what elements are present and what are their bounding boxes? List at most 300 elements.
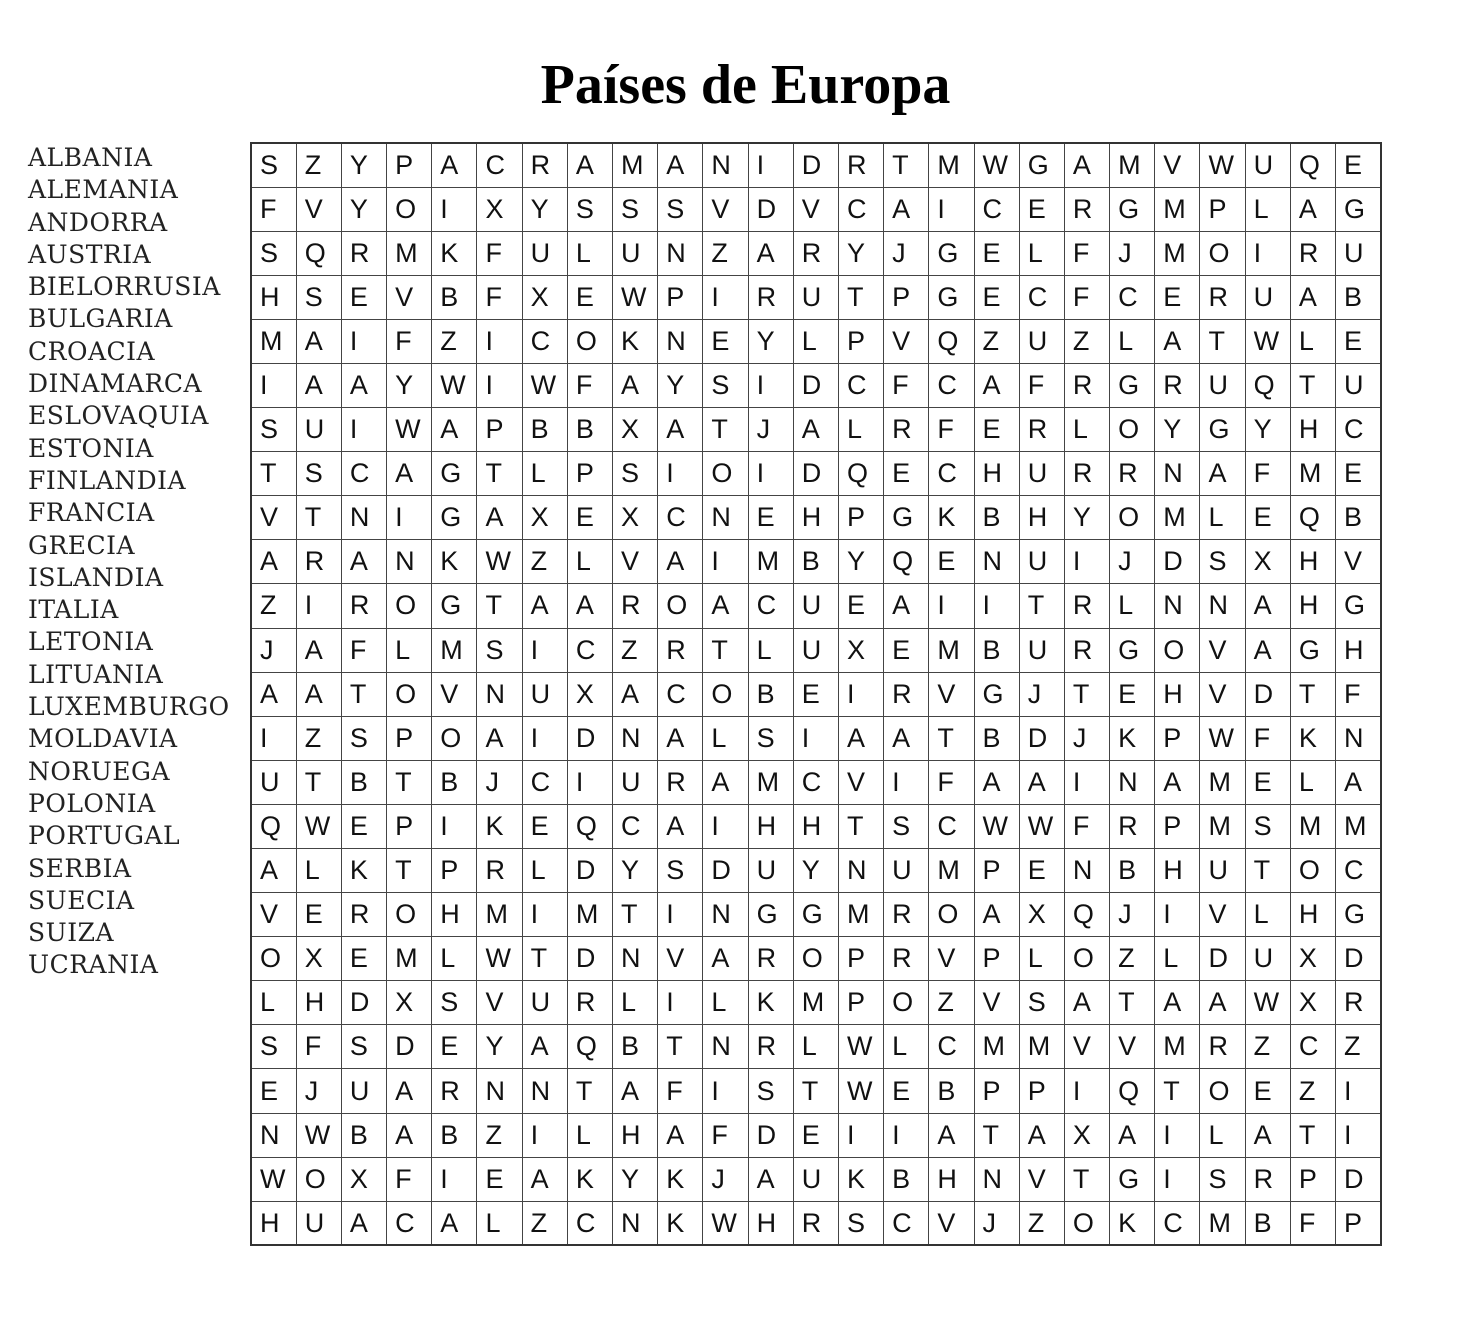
grid-cell[interactable]: I bbox=[432, 804, 477, 848]
grid-cell[interactable]: E bbox=[1336, 452, 1381, 496]
grid-cell[interactable]: K bbox=[432, 540, 477, 584]
grid-cell[interactable]: L bbox=[522, 452, 567, 496]
grid-cell[interactable]: U bbox=[296, 1201, 341, 1245]
grid-cell[interactable]: T bbox=[296, 760, 341, 804]
grid-cell[interactable]: T bbox=[1290, 363, 1335, 407]
grid-cell[interactable]: J bbox=[296, 1069, 341, 1113]
grid-cell[interactable]: A bbox=[613, 672, 658, 716]
grid-cell[interactable]: P bbox=[1019, 1069, 1064, 1113]
grid-cell[interactable]: P bbox=[838, 319, 883, 363]
grid-cell[interactable]: C bbox=[929, 804, 974, 848]
grid-cell[interactable]: M bbox=[1290, 804, 1335, 848]
grid-cell[interactable]: H bbox=[748, 804, 793, 848]
grid-cell[interactable]: A bbox=[522, 1157, 567, 1201]
grid-cell[interactable]: P bbox=[838, 981, 883, 1025]
grid-cell[interactable]: Y bbox=[341, 143, 386, 187]
grid-cell[interactable]: K bbox=[1110, 1201, 1155, 1245]
grid-cell[interactable]: R bbox=[1290, 231, 1335, 275]
grid-cell[interactable]: K bbox=[748, 981, 793, 1025]
grid-cell[interactable]: T bbox=[884, 143, 929, 187]
grid-cell[interactable]: A bbox=[1245, 584, 1290, 628]
grid-cell[interactable]: S bbox=[341, 1025, 386, 1069]
grid-cell[interactable]: C bbox=[884, 1201, 929, 1245]
grid-cell[interactable]: B bbox=[341, 1113, 386, 1157]
grid-cell[interactable]: T bbox=[341, 672, 386, 716]
grid-cell[interactable]: L bbox=[251, 981, 296, 1025]
grid-cell[interactable]: M bbox=[1155, 1025, 1200, 1069]
grid-cell[interactable]: F bbox=[884, 363, 929, 407]
grid-cell[interactable]: U bbox=[748, 849, 793, 893]
grid-cell[interactable]: D bbox=[1336, 937, 1381, 981]
grid-cell[interactable]: R bbox=[341, 584, 386, 628]
grid-cell[interactable]: M bbox=[748, 760, 793, 804]
grid-cell[interactable]: R bbox=[1110, 452, 1155, 496]
grid-cell[interactable]: P bbox=[974, 1069, 1019, 1113]
grid-cell[interactable]: I bbox=[838, 672, 883, 716]
grid-cell[interactable]: M bbox=[251, 319, 296, 363]
grid-cell[interactable]: M bbox=[929, 628, 974, 672]
grid-cell[interactable]: Z bbox=[522, 540, 567, 584]
grid-cell[interactable]: P bbox=[974, 937, 1019, 981]
grid-cell[interactable]: Z bbox=[613, 628, 658, 672]
grid-cell[interactable]: X bbox=[1245, 540, 1290, 584]
grid-cell[interactable]: N bbox=[613, 1201, 658, 1245]
grid-cell[interactable]: W bbox=[522, 363, 567, 407]
grid-cell[interactable]: F bbox=[929, 760, 974, 804]
grid-cell[interactable]: N bbox=[1110, 760, 1155, 804]
grid-cell[interactable]: N bbox=[658, 319, 703, 363]
grid-cell[interactable]: A bbox=[1064, 981, 1109, 1025]
grid-cell[interactable]: A bbox=[1245, 628, 1290, 672]
grid-cell[interactable]: S bbox=[1200, 540, 1245, 584]
grid-cell[interactable]: N bbox=[522, 1069, 567, 1113]
grid-cell[interactable]: Y bbox=[838, 540, 883, 584]
grid-cell[interactable]: C bbox=[1336, 408, 1381, 452]
grid-cell[interactable]: U bbox=[884, 849, 929, 893]
grid-cell[interactable]: G bbox=[1110, 187, 1155, 231]
grid-cell[interactable]: A bbox=[296, 628, 341, 672]
grid-cell[interactable]: A bbox=[748, 231, 793, 275]
grid-cell[interactable]: L bbox=[748, 628, 793, 672]
grid-cell[interactable]: I bbox=[477, 363, 522, 407]
grid-cell[interactable]: M bbox=[748, 540, 793, 584]
grid-cell[interactable]: M bbox=[1155, 231, 1200, 275]
grid-cell[interactable]: G bbox=[432, 496, 477, 540]
grid-cell[interactable]: B bbox=[1110, 849, 1155, 893]
grid-cell[interactable]: N bbox=[703, 1025, 748, 1069]
grid-cell[interactable]: A bbox=[1290, 187, 1335, 231]
grid-cell[interactable]: W bbox=[1200, 716, 1245, 760]
grid-cell[interactable]: L bbox=[884, 1025, 929, 1069]
grid-cell[interactable]: A bbox=[1064, 143, 1109, 187]
grid-cell[interactable]: Q bbox=[1290, 496, 1335, 540]
grid-cell[interactable]: S bbox=[748, 716, 793, 760]
grid-cell[interactable]: K bbox=[658, 1157, 703, 1201]
grid-cell[interactable]: O bbox=[658, 584, 703, 628]
grid-cell[interactable]: B bbox=[432, 1113, 477, 1157]
grid-cell[interactable]: R bbox=[1064, 628, 1109, 672]
grid-cell[interactable]: V bbox=[1200, 672, 1245, 716]
grid-cell[interactable]: F bbox=[1245, 452, 1290, 496]
grid-cell[interactable]: S bbox=[296, 452, 341, 496]
grid-cell[interactable]: W bbox=[477, 937, 522, 981]
grid-cell[interactable]: O bbox=[703, 452, 748, 496]
grid-cell[interactable]: E bbox=[1336, 319, 1381, 363]
grid-cell[interactable]: C bbox=[567, 628, 612, 672]
grid-cell[interactable]: R bbox=[748, 1025, 793, 1069]
grid-cell[interactable]: T bbox=[296, 496, 341, 540]
grid-cell[interactable]: K bbox=[658, 1201, 703, 1245]
grid-cell[interactable]: R bbox=[884, 893, 929, 937]
grid-cell[interactable]: O bbox=[432, 716, 477, 760]
grid-cell[interactable]: I bbox=[522, 893, 567, 937]
grid-cell[interactable]: T bbox=[703, 408, 748, 452]
grid-cell[interactable]: A bbox=[974, 363, 1019, 407]
grid-cell[interactable]: R bbox=[1064, 187, 1109, 231]
grid-cell[interactable]: C bbox=[522, 319, 567, 363]
grid-cell[interactable]: V bbox=[1110, 1025, 1155, 1069]
grid-cell[interactable]: H bbox=[793, 804, 838, 848]
grid-cell[interactable]: C bbox=[341, 452, 386, 496]
grid-cell[interactable]: H bbox=[1155, 672, 1200, 716]
grid-cell[interactable]: A bbox=[703, 937, 748, 981]
grid-cell[interactable]: O bbox=[387, 187, 432, 231]
grid-cell[interactable]: M bbox=[1200, 804, 1245, 848]
grid-cell[interactable]: W bbox=[387, 408, 432, 452]
grid-cell[interactable]: U bbox=[1245, 275, 1290, 319]
grid-cell[interactable]: G bbox=[1019, 143, 1064, 187]
grid-cell[interactable]: D bbox=[1336, 1157, 1381, 1201]
grid-cell[interactable]: T bbox=[1290, 1113, 1335, 1157]
grid-cell[interactable]: E bbox=[1019, 187, 1064, 231]
grid-cell[interactable]: M bbox=[477, 893, 522, 937]
grid-cell[interactable]: L bbox=[1155, 937, 1200, 981]
grid-cell[interactable]: Y bbox=[748, 319, 793, 363]
grid-cell[interactable]: N bbox=[658, 231, 703, 275]
grid-cell[interactable]: G bbox=[1336, 584, 1381, 628]
grid-cell[interactable]: E bbox=[522, 804, 567, 848]
grid-cell[interactable]: B bbox=[1336, 496, 1381, 540]
grid-cell[interactable]: R bbox=[748, 937, 793, 981]
grid-cell[interactable]: T bbox=[1200, 319, 1245, 363]
grid-cell[interactable]: V bbox=[703, 187, 748, 231]
grid-cell[interactable]: I bbox=[974, 584, 1019, 628]
grid-cell[interactable]: E bbox=[341, 937, 386, 981]
grid-cell[interactable]: J bbox=[703, 1157, 748, 1201]
grid-cell[interactable]: Y bbox=[838, 231, 883, 275]
grid-cell[interactable]: O bbox=[387, 584, 432, 628]
grid-cell[interactable]: Z bbox=[703, 231, 748, 275]
grid-cell[interactable]: L bbox=[1290, 319, 1335, 363]
grid-cell[interactable]: C bbox=[929, 363, 974, 407]
grid-cell[interactable]: B bbox=[974, 496, 1019, 540]
grid-cell[interactable]: N bbox=[251, 1113, 296, 1157]
grid-cell[interactable]: E bbox=[793, 672, 838, 716]
grid-cell[interactable]: C bbox=[1290, 1025, 1335, 1069]
grid-cell[interactable]: X bbox=[613, 408, 658, 452]
grid-cell[interactable]: F bbox=[1336, 672, 1381, 716]
grid-cell[interactable]: I bbox=[793, 716, 838, 760]
grid-cell[interactable]: I bbox=[703, 1069, 748, 1113]
grid-cell[interactable]: A bbox=[432, 1201, 477, 1245]
grid-cell[interactable]: A bbox=[477, 496, 522, 540]
grid-cell[interactable]: G bbox=[884, 496, 929, 540]
grid-cell[interactable]: S bbox=[1019, 981, 1064, 1025]
grid-cell[interactable]: D bbox=[748, 187, 793, 231]
grid-cell[interactable]: V bbox=[296, 187, 341, 231]
grid-cell[interactable]: O bbox=[1110, 408, 1155, 452]
grid-cell[interactable]: M bbox=[929, 849, 974, 893]
grid-cell[interactable]: G bbox=[1110, 628, 1155, 672]
grid-cell[interactable]: U bbox=[1019, 628, 1064, 672]
grid-cell[interactable]: L bbox=[1200, 1113, 1245, 1157]
grid-cell[interactable]: H bbox=[793, 496, 838, 540]
grid-cell[interactable]: W bbox=[838, 1069, 883, 1113]
grid-cell[interactable]: L bbox=[1019, 937, 1064, 981]
grid-cell[interactable]: A bbox=[251, 849, 296, 893]
grid-cell[interactable]: B bbox=[884, 1157, 929, 1201]
grid-cell[interactable]: A bbox=[658, 408, 703, 452]
grid-cell[interactable]: H bbox=[1290, 408, 1335, 452]
grid-cell[interactable]: Z bbox=[251, 584, 296, 628]
grid-cell[interactable]: E bbox=[477, 1157, 522, 1201]
grid-cell[interactable]: I bbox=[1155, 1157, 1200, 1201]
grid-cell[interactable]: Z bbox=[296, 143, 341, 187]
grid-cell[interactable]: E bbox=[793, 1113, 838, 1157]
grid-cell[interactable]: T bbox=[1110, 981, 1155, 1025]
grid-cell[interactable]: A bbox=[658, 540, 703, 584]
grid-cell[interactable]: C bbox=[658, 496, 703, 540]
grid-cell[interactable]: G bbox=[432, 584, 477, 628]
grid-cell[interactable]: A bbox=[432, 143, 477, 187]
grid-cell[interactable]: Z bbox=[1019, 1201, 1064, 1245]
grid-cell[interactable]: S bbox=[1200, 1157, 1245, 1201]
grid-cell[interactable]: W bbox=[613, 275, 658, 319]
grid-cell[interactable]: D bbox=[567, 716, 612, 760]
grid-cell[interactable]: V bbox=[477, 981, 522, 1025]
grid-cell[interactable]: L bbox=[1245, 893, 1290, 937]
grid-cell[interactable]: T bbox=[793, 1069, 838, 1113]
grid-cell[interactable]: R bbox=[1064, 363, 1109, 407]
grid-cell[interactable]: D bbox=[793, 143, 838, 187]
grid-cell[interactable]: I bbox=[1064, 760, 1109, 804]
grid-cell[interactable]: T bbox=[838, 804, 883, 848]
grid-cell[interactable]: G bbox=[1200, 408, 1245, 452]
grid-cell[interactable]: C bbox=[838, 363, 883, 407]
grid-cell[interactable]: R bbox=[1200, 275, 1245, 319]
grid-cell[interactable]: E bbox=[974, 231, 1019, 275]
grid-cell[interactable]: H bbox=[296, 981, 341, 1025]
grid-cell[interactable]: N bbox=[1155, 584, 1200, 628]
grid-cell[interactable]: T bbox=[477, 584, 522, 628]
grid-cell[interactable]: A bbox=[341, 363, 386, 407]
grid-cell[interactable]: I bbox=[1064, 1069, 1109, 1113]
grid-cell[interactable]: R bbox=[884, 937, 929, 981]
grid-cell[interactable]: K bbox=[567, 1157, 612, 1201]
grid-cell[interactable]: U bbox=[1336, 363, 1381, 407]
grid-cell[interactable]: X bbox=[522, 275, 567, 319]
grid-cell[interactable]: C bbox=[1019, 275, 1064, 319]
grid-cell[interactable]: E bbox=[974, 275, 1019, 319]
grid-cell[interactable]: R bbox=[567, 981, 612, 1025]
grid-cell[interactable]: T bbox=[1019, 584, 1064, 628]
grid-cell[interactable]: F bbox=[251, 187, 296, 231]
grid-cell[interactable]: Y bbox=[613, 1157, 658, 1201]
grid-cell[interactable]: I bbox=[929, 584, 974, 628]
grid-cell[interactable]: B bbox=[522, 408, 567, 452]
grid-cell[interactable]: L bbox=[567, 1113, 612, 1157]
grid-cell[interactable]: K bbox=[432, 231, 477, 275]
grid-cell[interactable]: A bbox=[974, 893, 1019, 937]
grid-cell[interactable]: N bbox=[613, 716, 658, 760]
grid-cell[interactable]: T bbox=[974, 1113, 1019, 1157]
grid-cell[interactable]: N bbox=[703, 496, 748, 540]
grid-cell[interactable]: R bbox=[1245, 1157, 1290, 1201]
grid-cell[interactable]: M bbox=[613, 143, 658, 187]
grid-cell[interactable]: N bbox=[703, 143, 748, 187]
grid-cell[interactable]: T bbox=[1064, 1157, 1109, 1201]
grid-cell[interactable]: T bbox=[251, 452, 296, 496]
grid-cell[interactable]: T bbox=[1290, 672, 1335, 716]
grid-cell[interactable]: W bbox=[838, 1025, 883, 1069]
grid-cell[interactable]: I bbox=[522, 716, 567, 760]
grid-cell[interactable]: Y bbox=[387, 363, 432, 407]
grid-cell[interactable]: E bbox=[296, 893, 341, 937]
grid-cell[interactable]: I bbox=[703, 275, 748, 319]
grid-cell[interactable]: B bbox=[432, 275, 477, 319]
grid-cell[interactable]: K bbox=[838, 1157, 883, 1201]
grid-cell[interactable]: R bbox=[341, 231, 386, 275]
grid-cell[interactable]: A bbox=[658, 804, 703, 848]
grid-cell[interactable]: P bbox=[1155, 716, 1200, 760]
grid-cell[interactable]: H bbox=[1290, 893, 1335, 937]
grid-cell[interactable]: V bbox=[251, 893, 296, 937]
grid-cell[interactable]: W bbox=[477, 540, 522, 584]
grid-cell[interactable]: Q bbox=[1245, 363, 1290, 407]
grid-cell[interactable]: L bbox=[1290, 760, 1335, 804]
grid-cell[interactable]: M bbox=[838, 893, 883, 937]
grid-cell[interactable]: A bbox=[387, 452, 432, 496]
grid-cell[interactable]: P bbox=[477, 408, 522, 452]
grid-cell[interactable]: Z bbox=[296, 716, 341, 760]
grid-cell[interactable]: K bbox=[341, 849, 386, 893]
grid-cell[interactable]: I bbox=[522, 628, 567, 672]
grid-cell[interactable]: G bbox=[432, 452, 477, 496]
grid-cell[interactable]: E bbox=[748, 496, 793, 540]
grid-cell[interactable]: N bbox=[387, 540, 432, 584]
grid-cell[interactable]: E bbox=[1245, 760, 1290, 804]
grid-cell[interactable]: J bbox=[1110, 231, 1155, 275]
grid-cell[interactable]: R bbox=[613, 584, 658, 628]
grid-cell[interactable]: R bbox=[748, 275, 793, 319]
grid-cell[interactable]: A bbox=[703, 760, 748, 804]
grid-cell[interactable]: B bbox=[613, 1025, 658, 1069]
grid-cell[interactable]: O bbox=[1200, 231, 1245, 275]
grid-cell[interactable]: E bbox=[1019, 849, 1064, 893]
grid-cell[interactable]: X bbox=[567, 672, 612, 716]
grid-cell[interactable]: U bbox=[522, 231, 567, 275]
grid-cell[interactable]: H bbox=[1336, 628, 1381, 672]
grid-cell[interactable]: C bbox=[658, 672, 703, 716]
grid-cell[interactable]: V bbox=[929, 937, 974, 981]
grid-cell[interactable]: A bbox=[748, 1157, 793, 1201]
grid-cell[interactable]: J bbox=[974, 1201, 1019, 1245]
grid-cell[interactable]: G bbox=[748, 893, 793, 937]
grid-cell[interactable]: A bbox=[884, 187, 929, 231]
grid-cell[interactable]: Q bbox=[884, 540, 929, 584]
grid-cell[interactable]: U bbox=[613, 231, 658, 275]
grid-cell[interactable]: Y bbox=[793, 849, 838, 893]
grid-cell[interactable]: O bbox=[387, 893, 432, 937]
grid-cell[interactable]: Y bbox=[1245, 408, 1290, 452]
grid-cell[interactable]: Y bbox=[613, 849, 658, 893]
grid-cell[interactable]: T bbox=[703, 628, 748, 672]
grid-cell[interactable]: R bbox=[341, 893, 386, 937]
grid-cell[interactable]: L bbox=[567, 540, 612, 584]
grid-cell[interactable]: U bbox=[1200, 363, 1245, 407]
grid-cell[interactable]: X bbox=[1019, 893, 1064, 937]
grid-cell[interactable]: V bbox=[838, 760, 883, 804]
grid-cell[interactable]: D bbox=[567, 849, 612, 893]
grid-cell[interactable]: P bbox=[884, 275, 929, 319]
grid-cell[interactable]: V bbox=[1336, 540, 1381, 584]
grid-cell[interactable]: U bbox=[1019, 540, 1064, 584]
grid-cell[interactable]: T bbox=[522, 937, 567, 981]
grid-cell[interactable]: P bbox=[432, 849, 477, 893]
grid-cell[interactable]: N bbox=[341, 496, 386, 540]
grid-cell[interactable]: D bbox=[387, 1025, 432, 1069]
grid-cell[interactable]: I bbox=[838, 1113, 883, 1157]
grid-cell[interactable]: S bbox=[251, 231, 296, 275]
grid-cell[interactable]: B bbox=[793, 540, 838, 584]
grid-cell[interactable]: I bbox=[658, 981, 703, 1025]
grid-cell[interactable]: O bbox=[703, 672, 748, 716]
grid-cell[interactable]: X bbox=[387, 981, 432, 1025]
grid-cell[interactable]: C bbox=[929, 452, 974, 496]
grid-cell[interactable]: E bbox=[1110, 672, 1155, 716]
grid-cell[interactable]: I bbox=[477, 319, 522, 363]
grid-cell[interactable]: X bbox=[1064, 1113, 1109, 1157]
grid-cell[interactable]: H bbox=[251, 275, 296, 319]
grid-cell[interactable]: A bbox=[432, 408, 477, 452]
grid-cell[interactable]: W bbox=[1245, 981, 1290, 1025]
grid-cell[interactable]: A bbox=[974, 760, 1019, 804]
grid-cell[interactable]: X bbox=[477, 187, 522, 231]
grid-cell[interactable]: I bbox=[1155, 1113, 1200, 1157]
grid-cell[interactable]: Q bbox=[1290, 143, 1335, 187]
grid-cell[interactable]: F bbox=[1064, 804, 1109, 848]
grid-cell[interactable]: O bbox=[1155, 628, 1200, 672]
grid-cell[interactable]: U bbox=[296, 408, 341, 452]
grid-cell[interactable]: H bbox=[1155, 849, 1200, 893]
grid-cell[interactable]: I bbox=[1245, 231, 1290, 275]
grid-cell[interactable]: N bbox=[974, 1157, 1019, 1201]
grid-cell[interactable]: L bbox=[1110, 584, 1155, 628]
grid-cell[interactable]: A bbox=[703, 584, 748, 628]
grid-cell[interactable]: A bbox=[567, 584, 612, 628]
grid-cell[interactable]: O bbox=[387, 672, 432, 716]
grid-cell[interactable]: J bbox=[1110, 893, 1155, 937]
grid-cell[interactable]: F bbox=[567, 363, 612, 407]
grid-cell[interactable]: R bbox=[793, 231, 838, 275]
grid-cell[interactable]: V bbox=[613, 540, 658, 584]
grid-cell[interactable]: F bbox=[296, 1025, 341, 1069]
grid-cell[interactable]: Q bbox=[567, 1025, 612, 1069]
grid-cell[interactable]: B bbox=[748, 672, 793, 716]
grid-cell[interactable]: A bbox=[1200, 981, 1245, 1025]
grid-cell[interactable]: A bbox=[296, 319, 341, 363]
grid-cell[interactable]: O bbox=[793, 937, 838, 981]
